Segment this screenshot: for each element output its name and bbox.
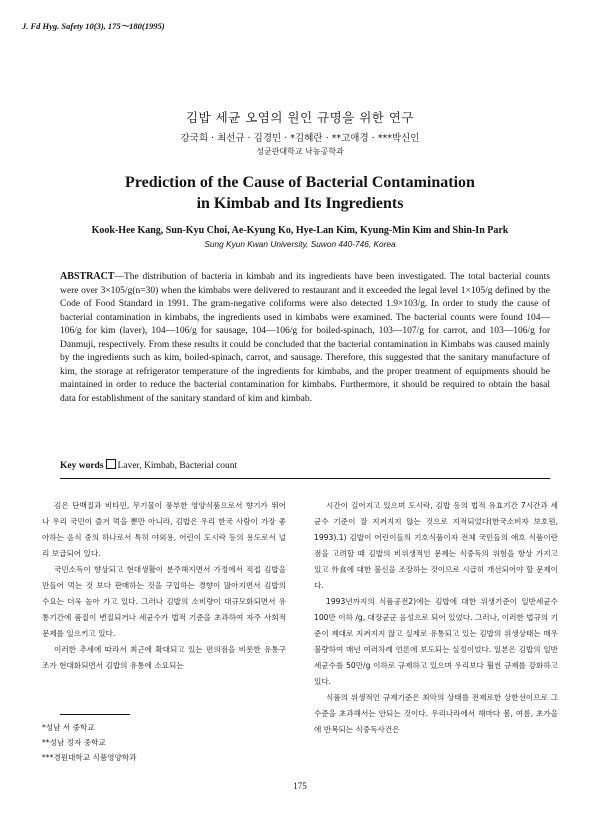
journal-citation: J. Fd Hyg. Safety 10(3), 175～180(1995) xyxy=(22,21,165,31)
korean-affiliation: 성균관대학교 낙농공학과 xyxy=(256,147,344,156)
abstract-label: ABSTRACT xyxy=(60,271,115,282)
korean-authors: 강국희 · 최선규 · 김경민 · *김혜란 · **고애경 · ***박신인 xyxy=(180,133,420,144)
footnotes xyxy=(42,720,137,765)
footnote: ***경원대학교 식품영양학과 xyxy=(42,753,137,762)
affiliation: Sung Kyun Kwan University, Suwon 440-746, Korea xyxy=(204,239,396,249)
keywords-text: Laver, Kimbab, Bacterial count xyxy=(117,461,238,471)
body-column-right xyxy=(314,498,558,738)
body-paragraph: 1993년까지의 식품공전2)에는 김밥에 대한 위생기준이 일반세균수 100만 이하 /g, 대장균군 음성으로 되어 있었다. 그러나, 이러한 법규의 기준이 제대로 지켜지지 않고 실제로 유통되고 있는 김밥의 위생상태는 매우 불량하여 매년 여러차례 언론에 보도되는 실정이었다. 일본은 김밥의 일반세균수를 50만/g 이하로 규제하고 있으며 우리보다 훨씬 규제를 강화하고 있다. xyxy=(314,597,558,686)
footnote: **성남 정자 중학교 xyxy=(42,738,106,747)
author-list: Kook-Hee Kang, Sun-Kyu Choi, Ae-Kyung Ko, Hye-Lan Kim, Kyung-Min Kim and Shin-In Park xyxy=(91,225,509,236)
korean-title: 김밥 세균 오염의 원인 규명을 위한 연구 xyxy=(185,110,415,125)
keywords-label: Key words xyxy=(60,461,104,471)
paper-title xyxy=(0,172,600,214)
footnote: *성남 서 중학교 xyxy=(42,723,95,732)
section-divider xyxy=(60,478,550,479)
body-paragraph: 식품의 위생적인 규제기준은 최악의 상태를 전제로한 상한선이므로 그 수준을 초과해서는 안되는 것이다. 우리나라에서 해마다 봄, 여름, 초가을에 반복되는 식중독사건은 xyxy=(314,693,558,734)
checkbox-icon xyxy=(106,459,116,469)
body-paragraph: 이러한 추세에 따라서 최근에 확대되고 있는 편의점을 비롯한 유통구조가 현대화되면서 김밥의 유통에 소요되는 xyxy=(42,645,286,670)
paper-title-line-2: in Kimbab and Its Ingredients xyxy=(196,195,404,212)
paper-title-line-1: Prediction of the Cause of Bacterial Contamination xyxy=(125,174,475,191)
keywords xyxy=(60,459,237,471)
body-paragraph: 김은 단백질과 비타민, 무기물이 풍부한 영양식품으로서 향기가 뛰어나 우리 국민이 즐겨 먹을 뿐만 아니라, 김밥은 우리 한국 사람이 가장 좋아하는 음식 중의 하나로서 특히 야외용, 어린이 도시락 등의 용도로서 널리 보급되어 있다. xyxy=(42,501,286,558)
abstract-text: —The distribution of bacteria in kimbab and its ingredients have been investigated. The total bacterial counts were over 3×105/g(n=30) when the kimbabs were delivered to restaurant and it exceeded the legal level 1×105/g defined by the Code of Food Standard in 1991. The gram-negative coliforms were also detected 1.9×103/g. In order to study the cause of bacterial contamination in kimbabs, the ingredients used in kimbabs were examined. The bacterial counts were found 104—106/g for kim (laver), 104—106/g for sausage, 104—106/g for boiled-spinach, 103—107/g for carrot, and 103—106/g for Danmuji, respectively. From these results it could be concluded that the bacterial contamination in Kimbabs was caused mainly by the ingredients such as kim, boiled-spinach, carrot, and sausage. Therefore, this suggested that the sanitary manufacture of kim, the storage at refrigerator temperature of the ingredients for kimbabs, and the proper treatment of equipments should be maintained in order to reduce the bacterial contamination for kimbabs. Furthermore, it should be required to obtain the basal data for establishment of the sanitary standard of kim and kimbab. xyxy=(60,272,550,404)
footnote-divider xyxy=(60,714,130,715)
abstract xyxy=(60,270,550,406)
body-paragraph: 시간이 길어지고 있으며 도시락, 김밥 등의 법적 유효기간 7시간과 세균수 기준이 잘 지켜지지 않는 것으로 지적되었다(한국소비자 보호원, 1993).1) 김밥이 어린이들의 기호식품이자 전체 국민들의 애호 식품이란 점을 고려할 때 김밥의 비위생적인 문제는 식중독의 위험을 항상 가지고 있고 外食에 대한 불신을 조장하는 것이므로 시급히 개선되어야 할 문제이다. xyxy=(314,501,558,590)
body-paragraph: 국민소득이 향상되고 현대생활이 분주해지면서 가정에서 직접 김밥을 만들어 먹는 것 보다 판매하는 것을 구입하는 경향이 많아지면서 김밥의 수요는 더욱 높아 가고 있다. 그러나 김밥의 소비량이 대규모화되면서 유통기간에 품질이 변질되거나 세균수가 법적 기준을 초과하여 자주 사회적 문제를 일으키고 있다. xyxy=(42,565,286,638)
body-column-left xyxy=(42,498,286,674)
page-number: 175 xyxy=(293,781,307,791)
